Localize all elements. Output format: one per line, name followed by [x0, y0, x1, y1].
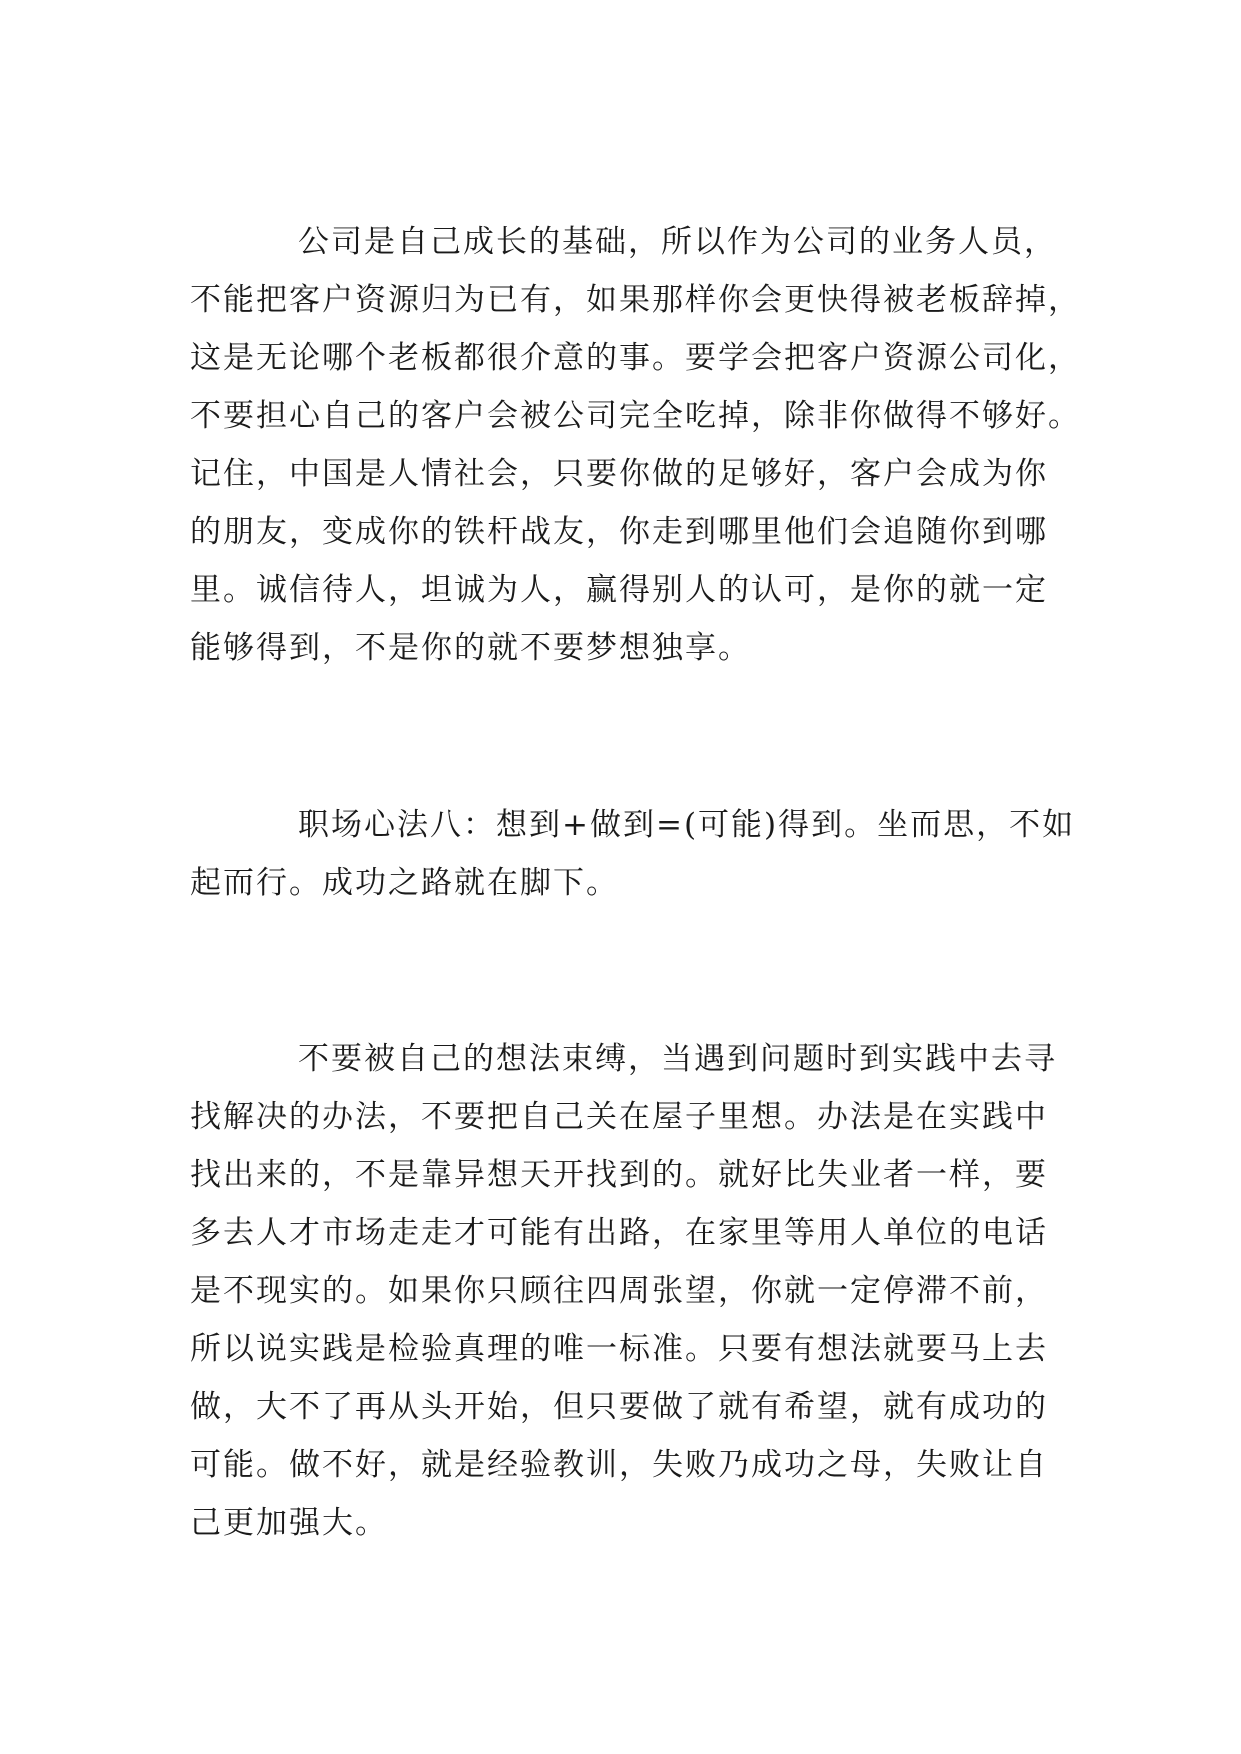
text-line: 能够得到，不是你的就不要梦想独享。	[190, 630, 751, 666]
text-line: 起而行。成功之路就在脚下。	[190, 865, 619, 901]
text-line: 是不现实的。如果你只顾往四周张望，你就一定停滞不前，	[190, 1273, 1048, 1309]
paragraph-practice	[190, 1030, 1090, 1552]
text-line: 不能把客户资源归为已有，如果那样你会更快得被老板辞掉，	[190, 282, 1081, 318]
paragraph-workplace-principle-8	[190, 796, 1090, 912]
text-line: 职场心法八：想到+做到=(可能)得到。坐而思，不如	[298, 807, 1076, 843]
paragraph-client-resources	[190, 213, 1090, 677]
text-line: 所以说实践是检验真理的唯一标准。只要有想法就要马上去	[190, 1331, 1048, 1367]
text-line: 不要被自己的想法束缚，当遇到问题时到实践中去寻	[298, 1041, 1057, 1077]
text-line: 这是无论哪个老板都很介意的事。要学会把客户资源公司化，	[190, 340, 1081, 376]
text-line: 不要担心自己的客户会被公司完全吃掉，除非你做得不够好。	[190, 398, 1081, 434]
text-line: 找解决的办法，不要把自己关在屋子里想。办法是在实践中	[190, 1099, 1048, 1135]
text-line: 找出来的，不是靠异想天开找到的。就好比失业者一样，要	[190, 1157, 1048, 1193]
text-line: 公司是自己成长的基础，所以作为公司的业务人员，	[298, 224, 1057, 260]
text-line: 的朋友，变成你的铁杆战友，你走到哪里他们会追随你到哪	[190, 514, 1048, 550]
text-line: 记住，中国是人情社会，只要你做的足够好，客户会成为你	[190, 456, 1048, 492]
text-line: 己更加强大。	[190, 1505, 388, 1541]
text-line: 可能。做不好，就是经验教训，失败乃成功之母，失败让自	[190, 1447, 1048, 1483]
text-line: 里。诚信待人，坦诚为人，赢得别人的认可，是你的就一定	[190, 572, 1048, 608]
text-line: 做，大不了再从头开始，但只要做了就有希望，就有成功的	[190, 1389, 1048, 1425]
text-line: 多去人才市场走走才可能有出路，在家里等用人单位的电话	[190, 1215, 1048, 1251]
